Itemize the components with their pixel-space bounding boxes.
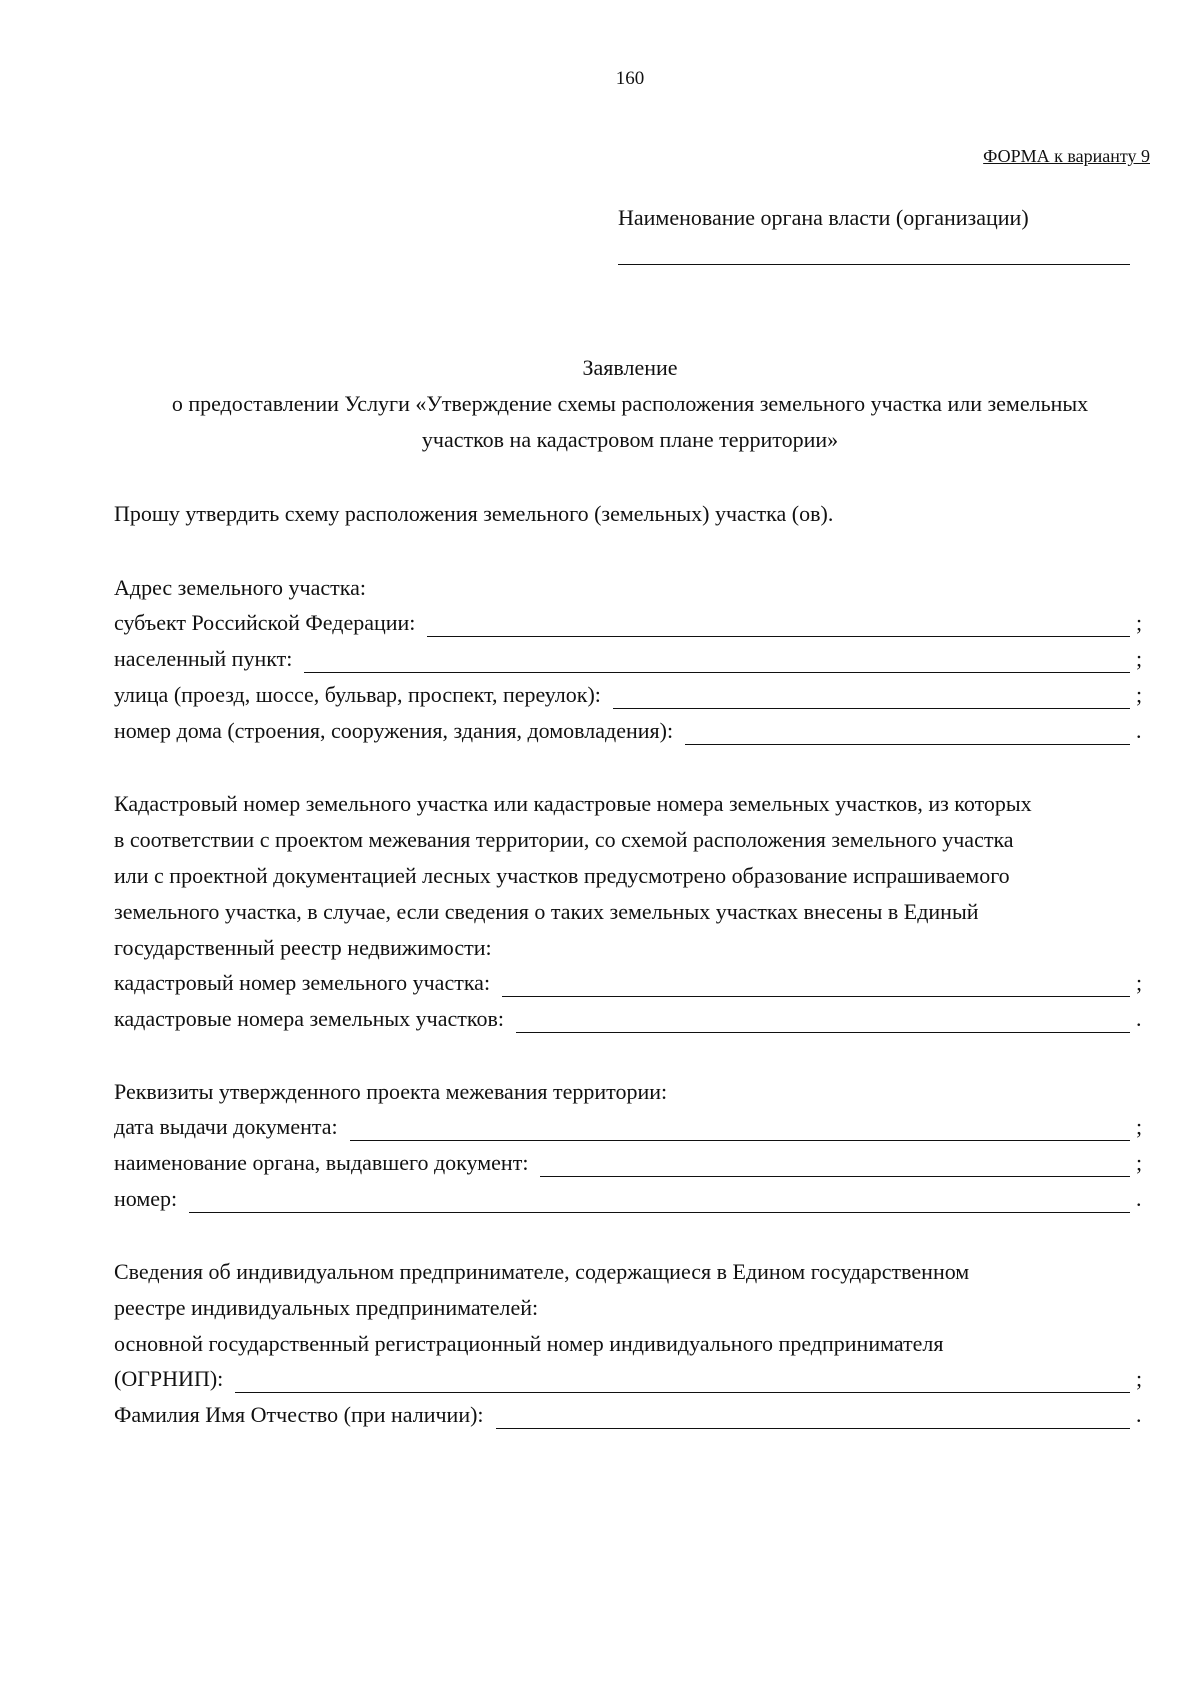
field-terminator: ;	[1136, 682, 1143, 707]
field-label: (ОГРНИП):	[114, 1366, 224, 1391]
field-input-line[interactable]	[540, 1152, 1130, 1177]
field-terminator: .	[1136, 1402, 1142, 1427]
field-issuing-body	[114, 1145, 1146, 1181]
field-region	[114, 605, 1146, 641]
field-terminator: ;	[1136, 970, 1143, 995]
field-label: кадастровый номер земельного участка:	[114, 970, 491, 995]
field-label: субъект Российской Федерации:	[114, 610, 416, 635]
cadastral-line-2: в соответствии с проектом межевания территории, со схемой расположения земельного участка	[114, 827, 1014, 852]
field-street	[114, 677, 1146, 713]
authority-input-line[interactable]	[618, 264, 1130, 265]
project-heading: Реквизиты утвержденного проекта межевания территории:	[114, 1079, 668, 1104]
field-input-line[interactable]	[235, 1368, 1130, 1393]
cadastral-line-5: государственный реестр недвижимости:	[114, 935, 492, 960]
request-text: Прошу утвердить схему расположения земельного (земельных) участка (ов).	[114, 501, 834, 526]
field-issue-date	[114, 1109, 1146, 1145]
title-line-2: о предоставлении Услуги «Утверждение схемы расположения земельного участка или земельных	[171, 391, 1089, 416]
field-locality	[114, 641, 1146, 677]
entrepreneur-line-2: реестре индивидуальных предпринимателей:	[114, 1295, 539, 1320]
field-terminator: ;	[1136, 610, 1143, 635]
title-line-1: Заявление	[582, 355, 678, 380]
cadastral-line-4: земельного участка, в случае, если сведения о таких земельных участках внесены в Единый	[114, 899, 979, 924]
field-cadastral-number	[114, 965, 1146, 1001]
field-terminator: .	[1136, 1006, 1142, 1031]
cadastral-line-3: или с проектной документацией лесных участков предусмотрено образование испрашиваемого	[114, 863, 1010, 888]
field-terminator: ;	[1136, 1150, 1143, 1175]
field-label: Фамилия Имя Отчество (при наличии):	[114, 1402, 484, 1427]
form-reference: ФОРМА к варианту 9	[983, 146, 1150, 166]
page-number: 160	[615, 68, 645, 89]
field-label: номер дома (строения, сооружения, здания, домовладения):	[114, 718, 674, 743]
field-terminator: .	[1136, 1186, 1142, 1211]
address-heading: Адрес земельного участка:	[114, 575, 367, 600]
field-label: наименование органа, выдавшего документ:	[114, 1150, 529, 1175]
field-input-line[interactable]	[516, 1008, 1130, 1033]
field-input-line[interactable]	[304, 648, 1130, 673]
field-label: населенный пункт:	[114, 646, 293, 671]
field-full-name	[114, 1397, 1146, 1433]
field-label: кадастровые номера земельных участков:	[114, 1006, 504, 1031]
field-terminator: ;	[1136, 1366, 1143, 1391]
field-input-line[interactable]	[427, 612, 1130, 637]
field-label: номер:	[114, 1186, 178, 1211]
entrepreneur-line-1: Сведения об индивидуальном предпринимателе, содержащиеся в Едином государственном	[114, 1259, 970, 1284]
field-label: улица (проезд, шоссе, бульвар, проспект, переулок):	[114, 682, 601, 707]
field-cadastral-numbers	[114, 1001, 1146, 1037]
field-ogrnip	[114, 1361, 1146, 1397]
cadastral-line-1: Кадастровый номер земельного участка или кадастровые номера земельных участков, из которых	[114, 791, 1032, 816]
field-input-line[interactable]	[189, 1188, 1130, 1213]
field-house-number	[114, 713, 1146, 749]
title-line-3: участков на кадастровом плане территории»	[421, 427, 839, 452]
field-input-line[interactable]	[496, 1404, 1130, 1429]
field-input-line[interactable]	[502, 972, 1130, 997]
entrepreneur-line-3: основной государственный регистрационный номер индивидуального предпринимателя	[114, 1331, 944, 1356]
field-input-line[interactable]	[685, 720, 1130, 745]
field-terminator: ;	[1136, 646, 1143, 671]
field-input-line[interactable]	[613, 684, 1130, 709]
field-document-number	[114, 1181, 1146, 1217]
field-terminator: .	[1136, 718, 1142, 743]
field-label: дата выдачи документа:	[114, 1114, 338, 1139]
authority-label: Наименование органа власти (организации)	[618, 205, 1029, 230]
field-terminator: ;	[1136, 1114, 1143, 1139]
field-input-line[interactable]	[350, 1116, 1130, 1141]
